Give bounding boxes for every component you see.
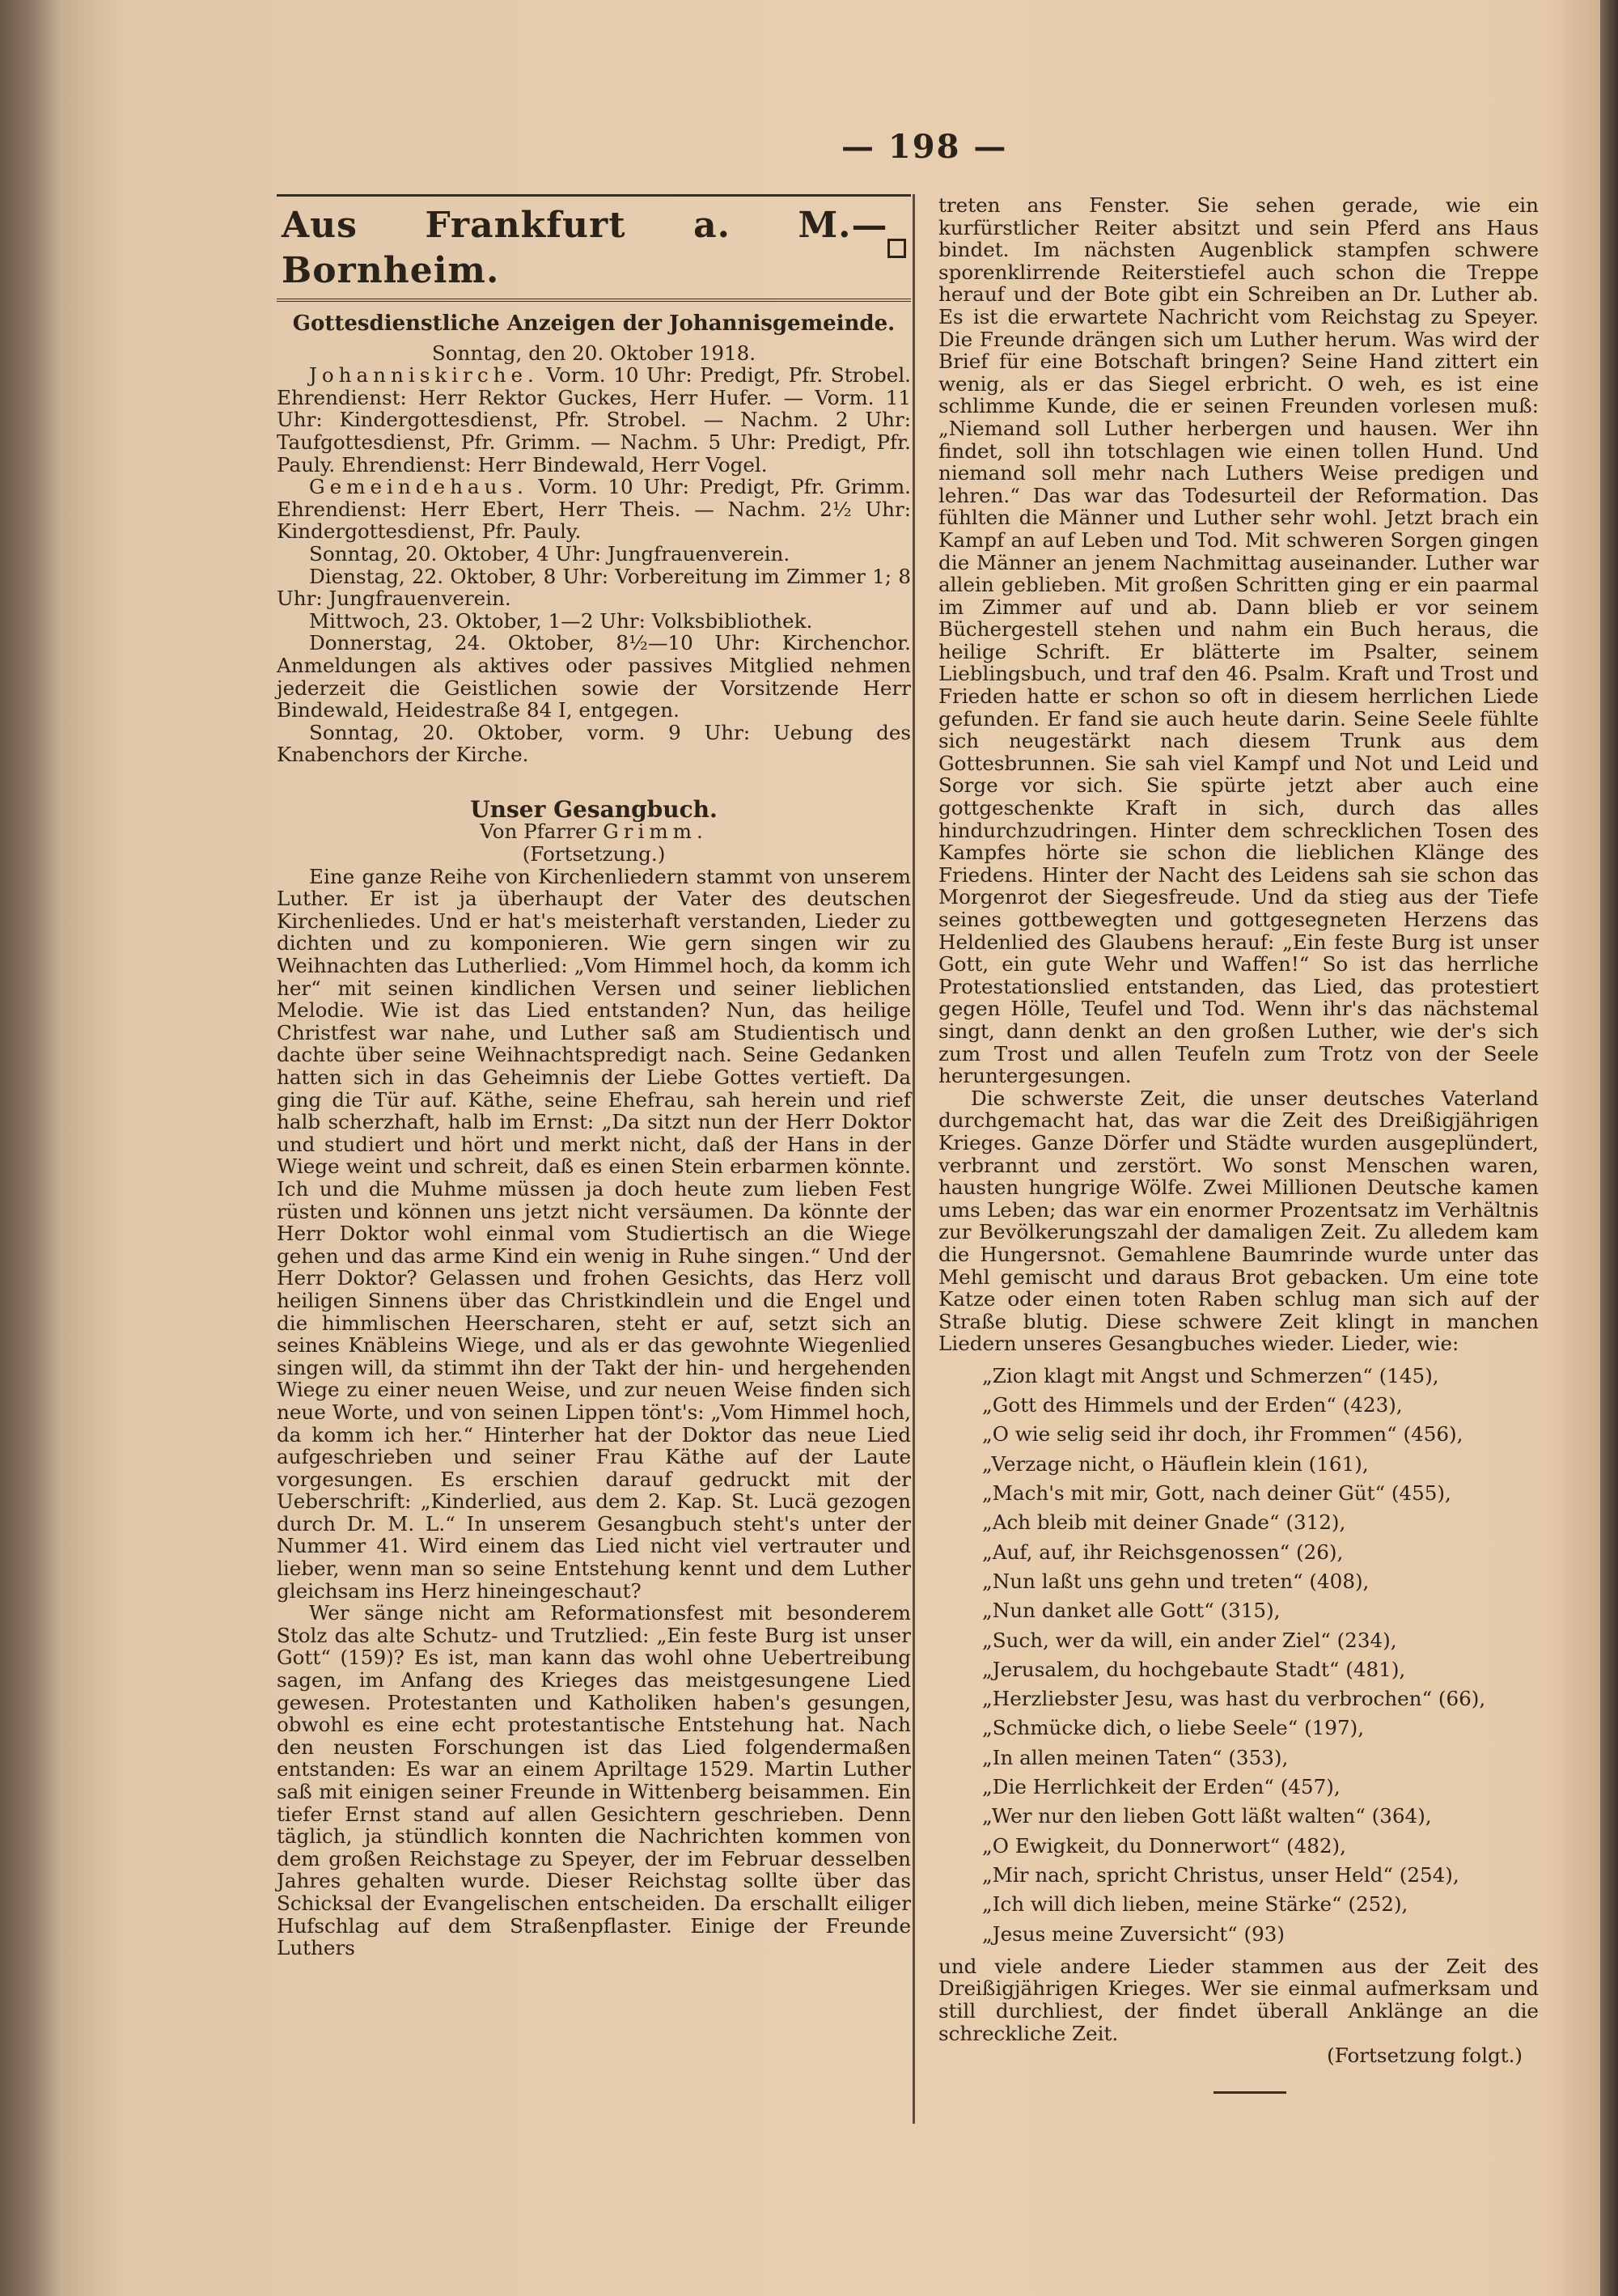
gemeindehaus-label: Gemeindehaus.: [309, 475, 528, 499]
hymn-item: „Zion klagt mit Angst und Schmerzen“ (145),: [982, 1363, 1439, 1387]
left-column: [277, 194, 911, 1959]
hymn-item: „Schmücke dich, o liebe Seele“ (197),: [982, 1716, 1365, 1740]
hymn-item: „Nun laßt uns gehn und treten“ (408),: [982, 1569, 1370, 1593]
page-number: — 198 —: [841, 128, 1008, 166]
gemeindehaus-notice: [277, 476, 911, 543]
hymn-item: „Jerusalem, du hochgebaute Stadt“ (481),: [982, 1657, 1406, 1681]
article-paragraph: Eine ganze Reihe von Kirchenliedern stammt von unserem Luther. Er ist ja überhaupt der Vater des deutschen Kirchenliedes. Und er hat's meisterhaft verstanden, Lieder zu dichten und zu komponieren. Wie gern singen wir zu Weihnachten das Lutherlied: „Vom Himmel hoch, da komm ich her“ mit seinen kindlichen Versen und seiner lieblichen Melodie. Wie ist das Lied entstanden? Nun, das heilige Christfest war nahe, und Luther saß am Studientisch und dachte über seine Weihnachtspredigt nach. Seine Gedanken hatten sich in das Geheimnis der Liebe Gottes vertieft. Da ging die Tür auf. Käthe, seine Ehefrau, sah herein und rief halb scherzhaft, halb im Ernst: „Da sitzt nun der Herr Doktor und studiert und hört und merkt nicht, daß der Hans in der Wiege weint und schreit, daß es einen Stein erbarmen könnte. Ich und die Muhme müssen ja doch heute zum lieben Fest rüsten und können uns jetzt nicht versäumen. Da könnte der Herr Doktor wohl einmal vom Studiertisch an die Wiege gehen und das arme Kind ein wenig in Ruhe singen.“ Und der Herr Doktor? Gelassen und frohen Gesichts, das Herz voll heiligen Sinnens über das Christkindlein und die Engel und die himmlischen Heerscharen, steht er auf, setzt sich an seines Knäbleins Wiege, und als er das gewohnte Wiegenlied singen will, da stimmt ihn der Takt der hin- und hergehenden Wiege zu einer neuen Weise, und zur neuen Weise finden sich neue Worte, und von seinen Lippen tönt's: „Vom Himmel hoch, da komm ich her.“ Hinterher hat der Doktor das neue Lied aufgeschrieben und seiner Frau Käthe auf der Laute vorgesungen. Es erschien darauf gedruckt mit der Ueberschrift: „Kinderlied, aus dem 2. Kap. St. Lucä gezogen durch Dr. M. L.“ In unserem Gesangbuch steht's unter der Nummer 41. Wird einem das Lied nicht viel vertrauter und lieber, wenn man so seine Entstehung kennt und dem Luther gleichsam ins Herz hineingeschaut?: [277, 864, 911, 1603]
article-paragraph: und viele andere Lieder stammen aus der Zeit des Dreißigjährigen Krieges. Wer sie einmal aufmerksam und still durchliest, der findet überall Anklänge an die schreckliche Zeit.: [938, 1954, 1539, 2045]
johanniskirche-text: Vorm. 10 Uhr: Predigt, Pfr. Strobel. Ehrendienst: Herr Rektor Guckes, Herr Hufer. — Vorm. 11 Uhr: Kindergottesdienst, Pfr. Strobel. — Nachm. 2 Uhr: Taufgottesdienst, Pfr. Grimm. — Nachm. 5 Uhr: Predigt, Pfr. Pauly. Ehrendienst: Herr Bindewald, Herr Vogel.: [277, 363, 911, 477]
hymn-item: „Such, wer da will, ein ander Ziel“ (234),: [982, 1628, 1397, 1652]
gemeindehaus-text: Vorm. 10 Uhr: Predigt, Pfr. Grimm. Ehrendienst: Herr Ebert, Herr Theis. — Nachm. 2½ Uhr: Kindergottesdienst, Pfr. Pauly.: [277, 475, 912, 544]
author-prefix: Von Pfarrer: [480, 820, 597, 844]
author-name: Grimm.: [603, 820, 708, 844]
article-paragraph: Die schwerste Zeit, die unser deutsches Vaterland durchgemacht hat, das war die Zeit des Dreißigjährigen Krieges. Ganze Dörfer und Städte wurden ausgeplündert, verbrannt und zerstört. Wo sonst Menschen waren, hausten hungrige Wölfe. Zwei Millionen Deutsche kamen ums Leben; das war ein enormer Prozentsatz im Verhältnis zur Bevölkerungszahl der damaligen Zeit. Zu alledem kam die Hungersnot. Gemahlene Baumrinde wurde unter das Mehl gemischt und daraus Brot gebacken. Um eine tote Katze oder einen toten Raben schlug man sich auf der Straße blutig. Diese schwere Zeit klingt in manchen Liedern unseres Gesangbuches wieder. Lieder, wie:: [938, 1086, 1539, 1356]
page-edge: [1600, 0, 1618, 2296]
masthead-title: Aus Frankfurt a. M.—Bornheim.: [282, 205, 888, 291]
hymn-item: „Mir nach, spricht Christus, unser Held“ (254),: [982, 1862, 1459, 1887]
hymn-item: „Auf, auf, ihr Reichsgenossen“ (26),: [982, 1540, 1344, 1564]
hymn-list: [938, 1362, 1539, 1949]
article-byline: [277, 820, 911, 843]
tuesday-notice: Dienstag, 22. Oktober, 8 Uhr: Vorbereitung im Zimmer 1; 8 Uhr: Jungfrauenverein.: [277, 564, 911, 611]
johanniskirche-label: Johanniskirche.: [309, 363, 539, 388]
boys-choir-notice: Sonntag, 20. Oktober, vorm. 9 Uhr: Uebung des Knabenchors der Kirche.: [277, 720, 911, 767]
to-be-continued: (Fortsetzung folgt.): [1327, 2044, 1523, 2068]
hymn-item: „In allen meinen Taten“ (353),: [982, 1745, 1289, 1769]
thursday-notice: Donnerstag, 24. Oktober, 8½—10 Uhr: Kirchenchor. Anmeldungen als aktives oder passives Mitglied nehmen jederzeit die Geistlichen sowie der Vorsitzende Herr Bindewald, Heidestraße 84 I, entgegen.: [277, 631, 911, 722]
hymn-item: „Mach's mit mir, Gott, nach deiner Güt“ (455),: [982, 1481, 1451, 1506]
hymn-item: „Herzliebster Jesu, was hast du verbrochen“ (66),: [982, 1687, 1486, 1711]
square-ornament-icon: [887, 239, 906, 258]
column-divider: [913, 194, 915, 2124]
right-column: [938, 194, 1539, 2094]
article-paragraph: treten ans Fenster. Sie sehen gerade, wie ein kurfürstlicher Reiter absitzt und sein Pferd ans Haus bindet. Im nächsten Augenblick stampfen schwere sporenklirrende Reiterstiefel auch schon die Treppe herauf und der Bote gibt ein Schreiben an Dr. Luther ab. Es ist die erwartete Nachricht vom Reichstag zu Speyer. Die Freunde drängen sich um Luther herum. Was wird der Brief für eine Botschaft bringen? Seine Hand zittert ein wenig, als er das Siegel erbricht. O weh, es ist eine schlimme Kunde, die er seinen Freunden vorlesen muß: „Niemand soll Luther herbergen und hausen. Wer ihn findet, soll ihn totschlagen wie einen tollen Hund. Und niemand soll mehr nach Luthers Weise predigen und lehren.“ Das war das Todesurteil der Reformation. Das fühlten die Männer und Luther sehr wohl. Jetzt brach ein Kampf an auf Leben und Tod. Mit schweren Sorgen gingen die Männer an jenem Nachmittag auseinander. Luther war allein geblieben. Mit großen Schritten ging er ein paarmal im Zimmer auf und ab. Dann blieb er vor seinem Büchergestell stehen und nahm ein Buch heraus, die heilige Schrift. Er blätterte im Psalter, seinem Lieblingsbuch, und traf den 46. Psalm. Kraft und Trost und Frieden hatte er schon so oft in diesem herrlichen Liede gefunden. Er fand sie auch heute darin. Seine Seele fühlte sich neugestärkt nach diesem Trunk aus dem Gottesbrunnen. Sie sah viel Kampf und Not und Leid und Sorge vor sich. Sie spürte jetzt aber auch eine gottgeschenkte Kraft in sich, durch das alles hindurchzudringen. Hinter dem schrecklichen Tosen des Kampfes hörte sie schon die lieblichen Klänge des Friedens. Hinter der Nacht des Leidens sah sie schon das Morgenrot der Siegesfreude. Und da stieg aus der Tiefe seines gottbewegten und gottgesegneten Herzens das Heldenlied des Glaubens herauf: „Ein feste Burg ist unser Gott, ein gute Wehr und Waffen!“ So ist das herrliche Protestationslied entstanden, das Lied, das protestiert gegen Hölle, Teufel und Tod. Wenn ihr's das nächstemal singt, dann denkt an den großen Luther, wie der's sich zum Trost und allen Teufeln zum Trotz von der Seele heruntergesungen.: [938, 193, 1539, 1088]
notices-heading: Gottesdienstliche Anzeigen der Johannisgemeinde.: [292, 311, 896, 336]
hymn-item: „Verzage nicht, o Häuflein klein (161),: [982, 1451, 1369, 1476]
sunday-notice: Sonntag, 20. Oktober, 4 Uhr: Jungfrauenverein.: [309, 541, 790, 566]
wednesday-notice: Mittwoch, 23. Oktober, 1—2 Uhr: Volksbibliothek.: [309, 608, 813, 633]
date-line: Sonntag, den 20. Oktober 1918.: [431, 341, 756, 365]
johanniskirche-notice: [277, 364, 911, 476]
hymn-item: „Gott des Himmels und der Erden“ (423),: [982, 1393, 1403, 1417]
book-binding: [0, 0, 63, 2296]
article-paragraph: Wer sänge nicht am Reformationsfest mit besonderem Stolz das alte Schutz- und Trutzlied: „Ein feste Burg ist unser Gott“ (159)? Es ist, man kann das wohl ohne Uebertreibung sagen, im Anfang des Krieges das meistgesungene Lied gewesen. Protestanten und Katholiken haben's gesungen, obwohl es eine echt protestantische Entstehung hat. Nach den neusten Forschungen ist das Lied folgendermaßen entstanden: Es war an einem Apriltage 1529. Martin Luther saß mit einigen seiner Freunde in Wittenberg beisammen. Ein tiefer Ernst stand auf allen Gesichtern geschrieben. Denn täglich, ja stündlich konnten die Nachrichten kommen von dem großen Reichstage zu Speyer, der im Februar desselben Jahres gehalten wurde. Dieser Reichstag sollte über das Schicksal der Evangelischen entscheiden. Da erschallt eiliger Hufschlag auf dem Straßenpflaster. Einige der Freunde Luthers: [277, 1601, 911, 1960]
hymn-item: „Ich will dich lieben, meine Stärke“ (252),: [982, 1892, 1408, 1917]
hymn-item: „Wer nur den lieben Gott läßt walten“ (364),: [982, 1804, 1432, 1828]
hymn-item: „O wie selig seid ihr doch, ihr Frommen“ (456),: [982, 1422, 1463, 1447]
masthead: [277, 194, 911, 302]
hymn-item: „O Ewigkeit, du Donnerwort“ (482),: [982, 1833, 1346, 1858]
continuation-note: (Fortsetzung.): [522, 842, 666, 866]
hymn-item: „Jesus meine Zuversicht“ (93): [982, 1921, 1285, 1946]
end-rule: [1214, 2091, 1286, 2094]
hymn-item: „Nun danket alle Gott“ (315),: [982, 1599, 1281, 1623]
article-title: Unser Gesangbuch.: [470, 795, 718, 823]
hymn-item: „Die Herrlichkeit der Erden“ (457),: [982, 1775, 1341, 1799]
hymn-item: „Ach bleib mit deiner Gnade“ (312),: [982, 1510, 1346, 1535]
